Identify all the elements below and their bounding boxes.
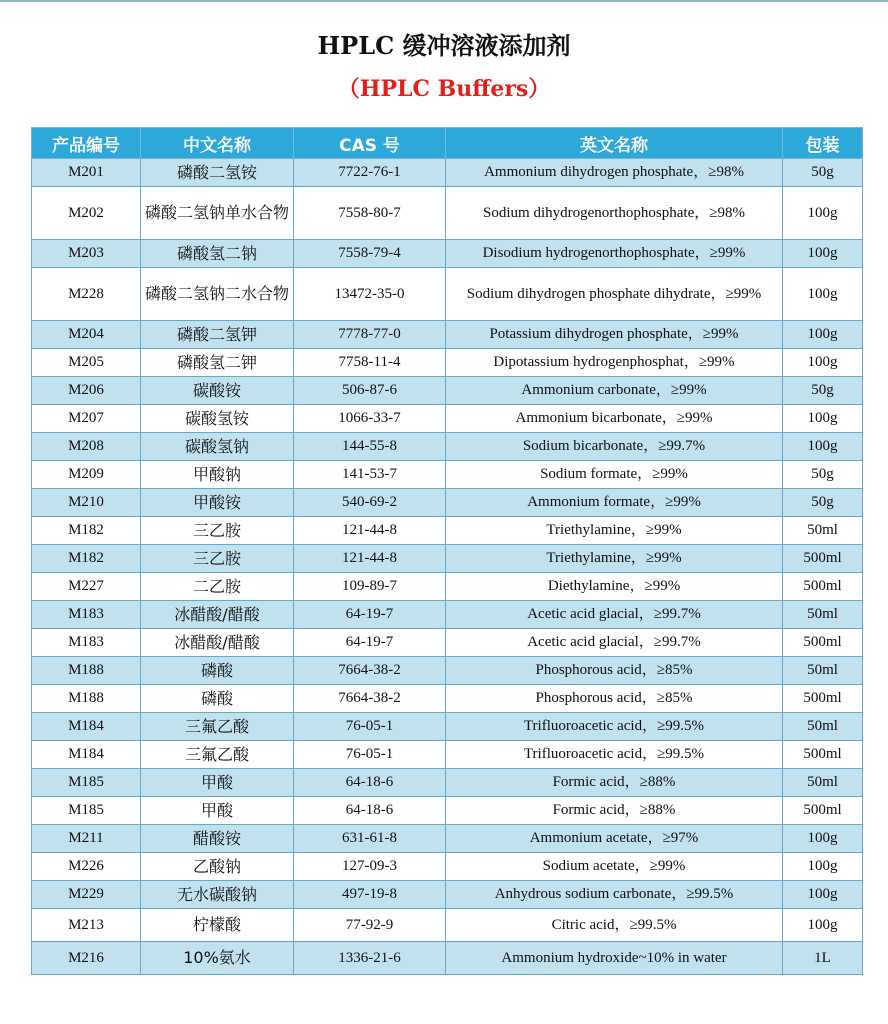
package-cell: 100g [783,268,863,321]
table-row [32,881,863,909]
product-code-cell: M205 [32,349,141,377]
cas-number-cell: 7722-76-1 [294,159,446,187]
english-name-cell: Ammonium carbonate，≥99% [446,377,783,405]
cas-number-cell: 141-53-7 [294,461,446,489]
header-chinese-name: 中文名称 [141,128,294,159]
chinese-name-cell: 甲酸铵 [141,489,294,517]
product-code-cell: M226 [32,853,141,881]
table-row [32,685,863,713]
english-name-cell: Diethylamine，≥99% [446,573,783,601]
package-cell: 50g [783,489,863,517]
chinese-name-cell: 碳酸氢铵 [141,405,294,433]
chinese-name-cell: 甲酸钠 [141,461,294,489]
chinese-name-cell: 乙酸钠 [141,853,294,881]
product-code-cell: M188 [32,685,141,713]
english-name-cell: Acetic acid glacial，≥99.7% [446,629,783,657]
chinese-name-cell: 碳酸氢钠 [141,433,294,461]
top-rule [0,0,888,2]
chinese-name-cell: 磷酸二氢钠单水合物 [141,187,294,240]
table-row [32,741,863,769]
english-name-cell: Citric acid，≥99.5% [446,909,783,942]
chinese-name-cell: 磷酸 [141,657,294,685]
table-row [32,573,863,601]
table-row [32,240,863,268]
table-row [32,349,863,377]
english-name-cell: Sodium formate，≥99% [446,461,783,489]
product-code-cell: M227 [32,573,141,601]
chinese-name-cell: 磷酸二氢钠二水合物 [141,268,294,321]
package-cell: 100g [783,853,863,881]
table-row [32,268,863,321]
cas-number-cell: 77-92-9 [294,909,446,942]
cas-number-cell: 540-69-2 [294,489,446,517]
table-row [32,461,863,489]
product-code-cell: M185 [32,797,141,825]
package-cell: 50ml [783,601,863,629]
chinese-name-cell: 三氟乙酸 [141,741,294,769]
english-name-cell: Phosphorous acid，≥85% [446,685,783,713]
package-cell: 50g [783,159,863,187]
cas-number-cell: 497-19-8 [294,881,446,909]
table-row [32,942,863,975]
table-row [32,657,863,685]
header-package: 包装 [783,128,863,159]
cas-number-cell: 76-05-1 [294,713,446,741]
header-english-name: 英文名称 [446,128,783,159]
cas-number-cell: 76-05-1 [294,741,446,769]
chinese-name-cell: 磷酸 [141,685,294,713]
english-name-cell: Anhydrous sodium carbonate，≥99.5% [446,881,783,909]
chinese-name-cell: 10%氨水 [141,942,294,975]
package-cell: 500ml [783,545,863,573]
package-cell: 100g [783,909,863,942]
package-cell: 100g [783,825,863,853]
page-title: HPLC 缓冲溶液添加剂 [317,31,571,60]
product-code-cell: M184 [32,741,141,769]
english-name-cell: Ammonium acetate，≥97% [446,825,783,853]
cas-number-cell: 127-09-3 [294,853,446,881]
product-code-cell: M216 [32,942,141,975]
chinese-name-cell: 三乙胺 [141,545,294,573]
package-cell: 500ml [783,573,863,601]
header-cas-number: CAS 号 [294,128,446,159]
table-row [32,797,863,825]
product-code-cell: M210 [32,489,141,517]
cas-number-cell: 121-44-8 [294,517,446,545]
product-code-cell: M204 [32,321,141,349]
english-name-cell: Sodium bicarbonate，≥99.7% [446,433,783,461]
english-name-cell: Formic acid，≥88% [446,797,783,825]
table-row [32,853,863,881]
table-row [32,769,863,797]
english-name-cell: Dipotassium hydrogenphosphat，≥99% [446,349,783,377]
english-name-cell: Trifluoroacetic acid，≥99.5% [446,741,783,769]
header-product-code: 产品编号 [32,128,141,159]
cas-number-cell: 506-87-6 [294,377,446,405]
package-cell: 500ml [783,685,863,713]
table-row [32,909,863,942]
table-row [32,433,863,461]
chinese-name-cell: 醋酸铵 [141,825,294,853]
cas-number-cell: 7558-79-4 [294,240,446,268]
product-code-cell: M209 [32,461,141,489]
chinese-name-cell: 甲酸 [141,769,294,797]
cas-number-cell: 1066-33-7 [294,405,446,433]
table-row [32,377,863,405]
cas-number-cell: 64-19-7 [294,629,446,657]
table-row [32,159,863,187]
chinese-name-cell: 磷酸氢二钠 [141,240,294,268]
product-code-cell: M201 [32,159,141,187]
english-name-cell: Trifluoroacetic acid，≥99.5% [446,713,783,741]
english-name-cell: Sodium dihydrogen phosphate dihydrate，≥99% [446,268,783,321]
package-cell: 500ml [783,741,863,769]
package-cell: 100g [783,349,863,377]
package-cell: 50ml [783,713,863,741]
product-code-cell: M182 [32,517,141,545]
cas-number-cell: 64-18-6 [294,797,446,825]
cas-number-cell: 7558-80-7 [294,187,446,240]
english-name-cell: Sodium dihydrogenorthophosphate，≥98% [446,187,783,240]
product-code-cell: M208 [32,433,141,461]
english-name-cell: Ammonium bicarbonate，≥99% [446,405,783,433]
package-cell: 500ml [783,629,863,657]
package-cell: 50ml [783,517,863,545]
package-cell: 50g [783,377,863,405]
table-row [32,825,863,853]
chinese-name-cell: 柠檬酸 [141,909,294,942]
cas-number-cell: 7778-77-0 [294,321,446,349]
product-code-cell: M184 [32,713,141,741]
cas-number-cell: 13472-35-0 [294,268,446,321]
package-cell: 100g [783,187,863,240]
product-code-cell: M207 [32,405,141,433]
product-code-cell: M188 [32,657,141,685]
english-name-cell: Sodium acetate，≥99% [446,853,783,881]
english-name-cell: Triethylamine，≥99% [446,517,783,545]
chinese-name-cell: 三乙胺 [141,517,294,545]
english-name-cell: Triethylamine，≥99% [446,545,783,573]
chinese-name-cell: 磷酸氢二钾 [141,349,294,377]
cas-number-cell: 1336-21-6 [294,942,446,975]
chinese-name-cell: 三氟乙酸 [141,713,294,741]
product-code-cell: M211 [32,825,141,853]
product-code-cell: M183 [32,629,141,657]
english-name-cell: Ammonium formate，≥99% [446,489,783,517]
table-row [32,489,863,517]
table-header-row [32,128,863,159]
table-body [32,159,863,975]
chinese-name-cell: 磷酸二氢铵 [141,159,294,187]
package-cell: 50ml [783,769,863,797]
english-name-cell: Acetic acid glacial，≥99.7% [446,601,783,629]
package-cell: 100g [783,881,863,909]
product-code-cell: M228 [32,268,141,321]
package-cell: 100g [783,240,863,268]
product-code-cell: M206 [32,377,141,405]
package-cell: 50ml [783,657,863,685]
table-row [32,601,863,629]
product-code-cell: M213 [32,909,141,942]
package-cell: 50g [783,461,863,489]
chinese-name-cell: 磷酸二氢钾 [141,321,294,349]
package-cell: 500ml [783,797,863,825]
page-subtitle: （HPLC Buffers） [337,76,551,102]
english-name-cell: Phosphorous acid，≥85% [446,657,783,685]
english-name-cell: Potassium dihydrogen phosphate，≥99% [446,321,783,349]
chinese-name-cell: 冰醋酸/醋酸 [141,601,294,629]
table-row [32,713,863,741]
cas-number-cell: 64-18-6 [294,769,446,797]
cas-number-cell: 109-89-7 [294,573,446,601]
cas-number-cell: 7664-38-2 [294,657,446,685]
cas-number-cell: 121-44-8 [294,545,446,573]
cas-number-cell: 64-19-7 [294,601,446,629]
table-row [32,187,863,240]
package-cell: 100g [783,433,863,461]
buffers-table [31,127,863,975]
product-code-cell: M229 [32,881,141,909]
product-code-cell: M182 [32,545,141,573]
chinese-name-cell: 冰醋酸/醋酸 [141,629,294,657]
cas-number-cell: 631-61-8 [294,825,446,853]
table-row [32,629,863,657]
chinese-name-cell: 甲酸 [141,797,294,825]
package-cell: 100g [783,321,863,349]
table-row [32,321,863,349]
table-row [32,405,863,433]
product-code-cell: M203 [32,240,141,268]
chinese-name-cell: 碳酸铵 [141,377,294,405]
chinese-name-cell: 二乙胺 [141,573,294,601]
cas-number-cell: 7758-11-4 [294,349,446,377]
product-code-cell: M185 [32,769,141,797]
cas-number-cell: 144-55-8 [294,433,446,461]
product-code-cell: M202 [32,187,141,240]
table-row [32,545,863,573]
english-name-cell: Disodium hydrogenorthophosphate，≥99% [446,240,783,268]
chinese-name-cell: 无水碳酸钠 [141,881,294,909]
cas-number-cell: 7664-38-2 [294,685,446,713]
english-name-cell: Ammonium hydroxide~10% in water [446,942,783,975]
english-name-cell: Formic acid，≥88% [446,769,783,797]
product-code-cell: M183 [32,601,141,629]
table-row [32,517,863,545]
english-name-cell: Ammonium dihydrogen phosphate，≥98% [446,159,783,187]
package-cell: 100g [783,405,863,433]
package-cell: 1L [783,942,863,975]
